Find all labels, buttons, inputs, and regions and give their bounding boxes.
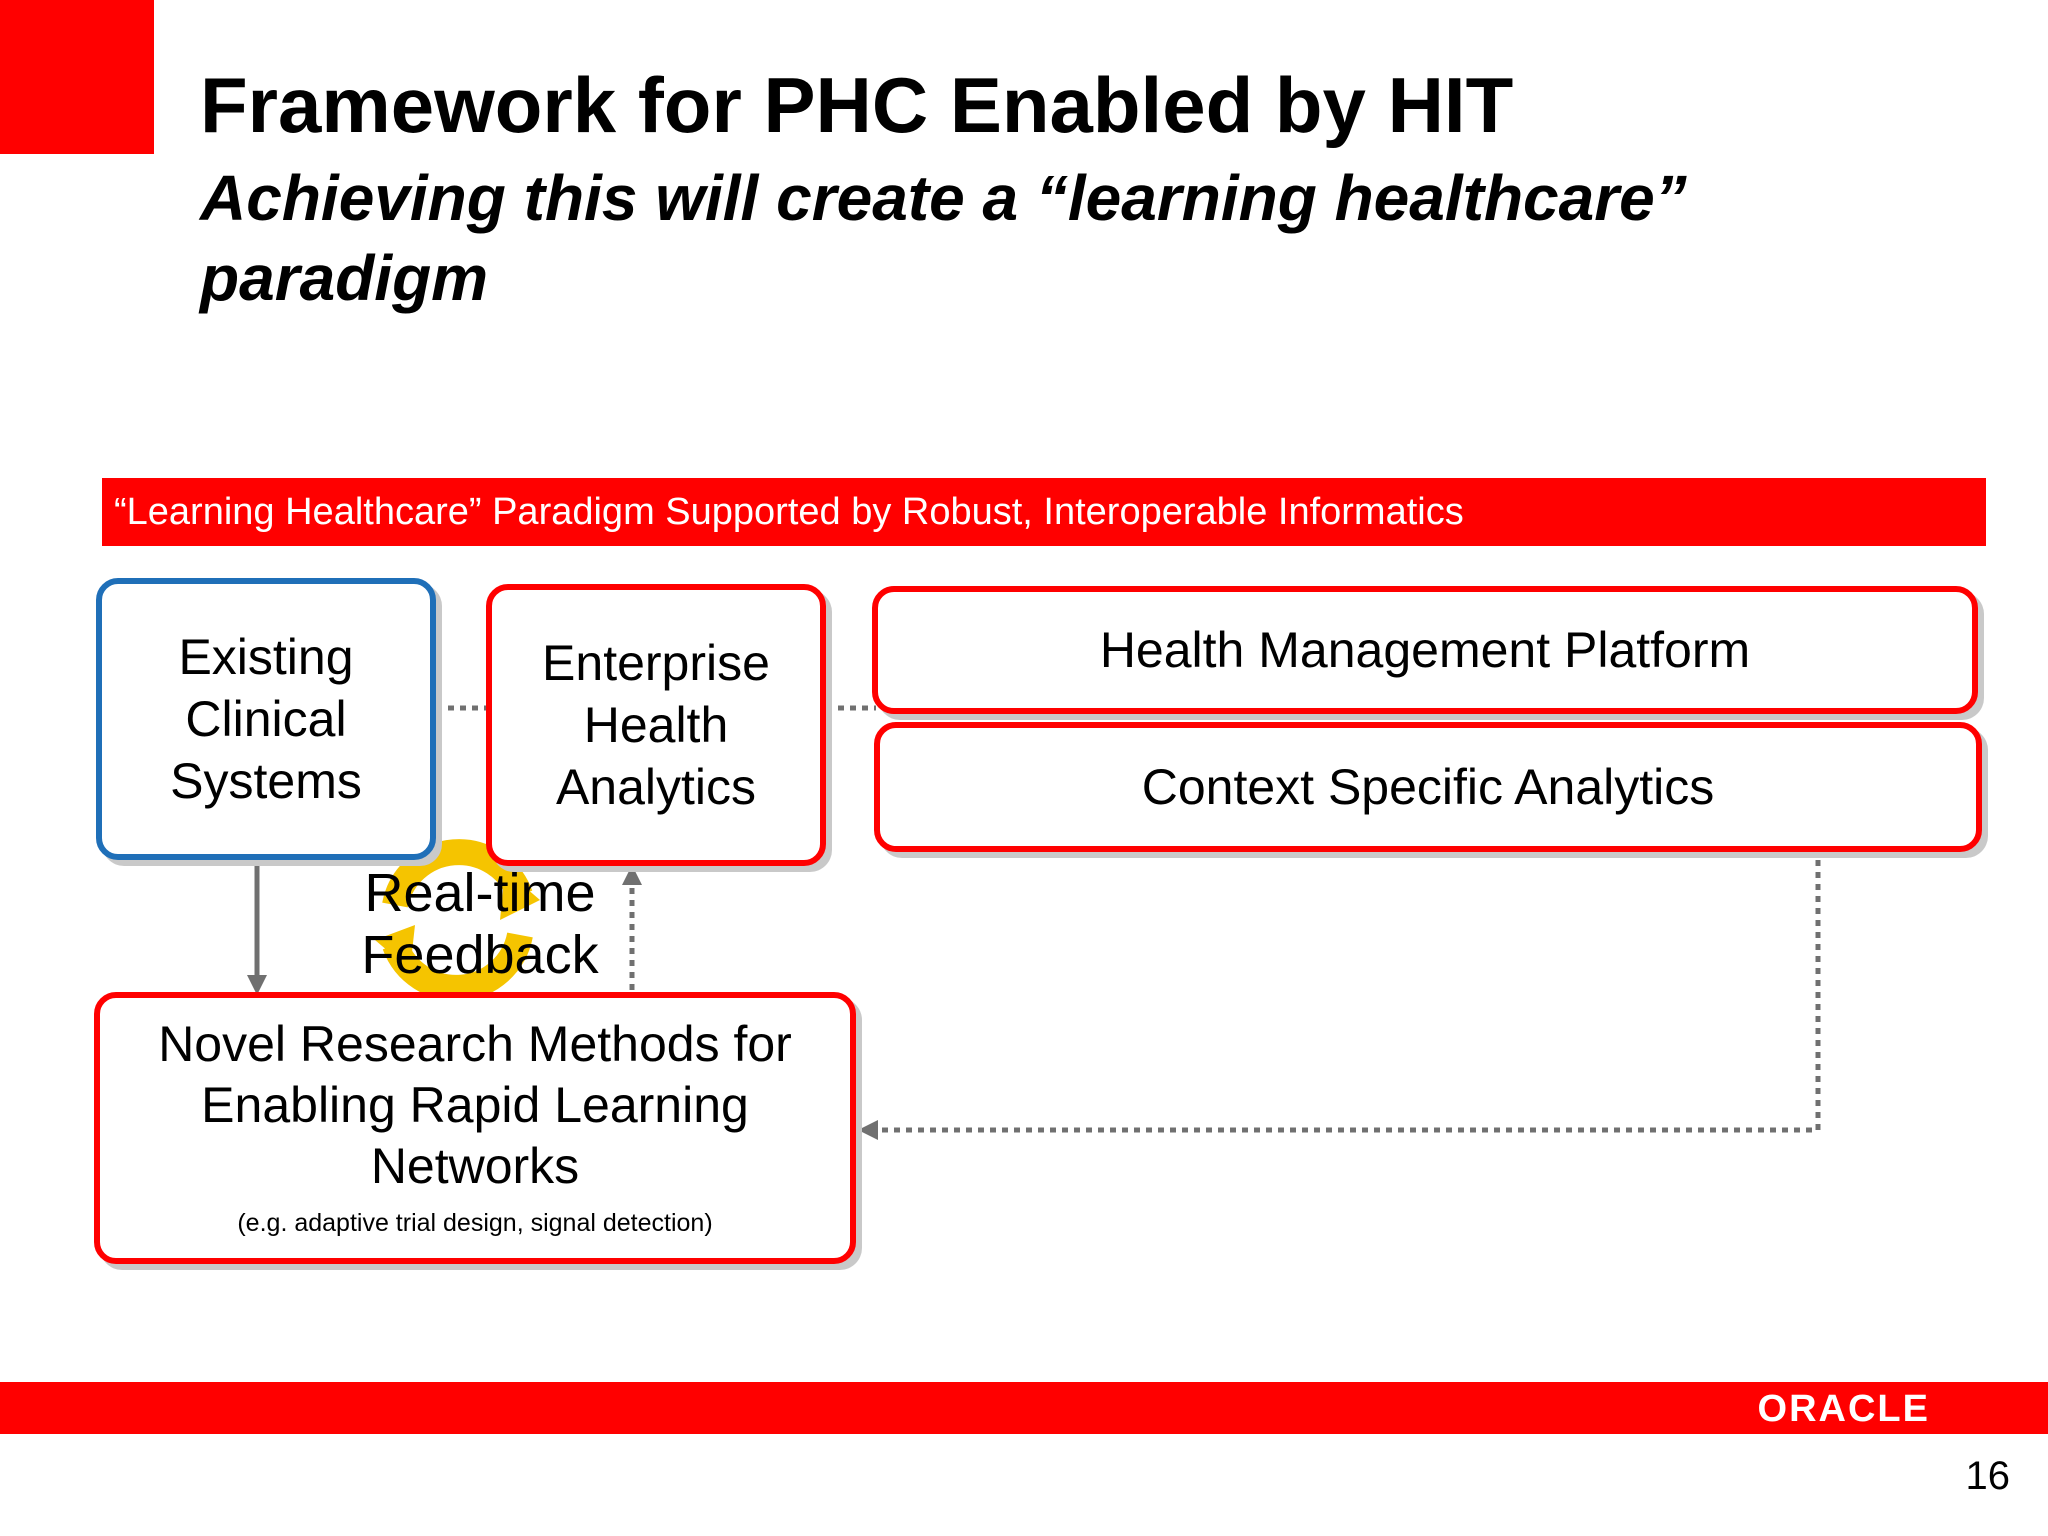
node-enterprise-health-analytics	[486, 584, 826, 866]
node-novel-note: (e.g. adaptive trial design, signal detection)	[237, 1208, 713, 1237]
node-existing-line1: Existing	[178, 629, 354, 685]
node-enterprise-line1: Enterprise	[542, 635, 770, 691]
node-existing-line3: Systems	[170, 753, 362, 809]
node-enterprise-line3: Analytics	[555, 759, 757, 815]
node-novel-line3: Networks	[370, 1137, 580, 1194]
feedback-line2: Feedback	[361, 925, 599, 985]
feedback-label	[330, 862, 630, 986]
node-novel-line2: Enabling Rapid Learning	[201, 1076, 749, 1133]
node-novel-research-methods	[94, 992, 856, 1264]
node-hmp-label: Health Management Platform	[1099, 622, 1751, 678]
page-number: 16	[1965, 1454, 2010, 1498]
node-existing-clinical-systems	[96, 578, 436, 860]
node-context-specific-analytics	[874, 722, 1982, 852]
node-existing-line2: Clinical	[185, 691, 347, 747]
arrow-csa-novel	[868, 860, 1818, 1130]
node-health-management-platform	[872, 586, 1978, 714]
paradigm-banner: “Learning Healthcare” Paradigm Supported by Robust, Interoperable Informatics	[102, 478, 1986, 546]
node-csa-label: Context Specific Analytics	[1141, 759, 1715, 815]
node-novel-line1: Novel Research Methods for	[158, 1015, 792, 1072]
oracle-logo: ORACLE	[1757, 1388, 1930, 1430]
feedback-line1: Real-time	[364, 863, 596, 923]
slide-title: Framework for PHC Enabled by HIT	[200, 61, 1514, 149]
node-enterprise-line2: Health	[583, 697, 729, 753]
slide-subtitle: Achieving this will create a “learning healthcare” paradigm	[200, 162, 1687, 314]
